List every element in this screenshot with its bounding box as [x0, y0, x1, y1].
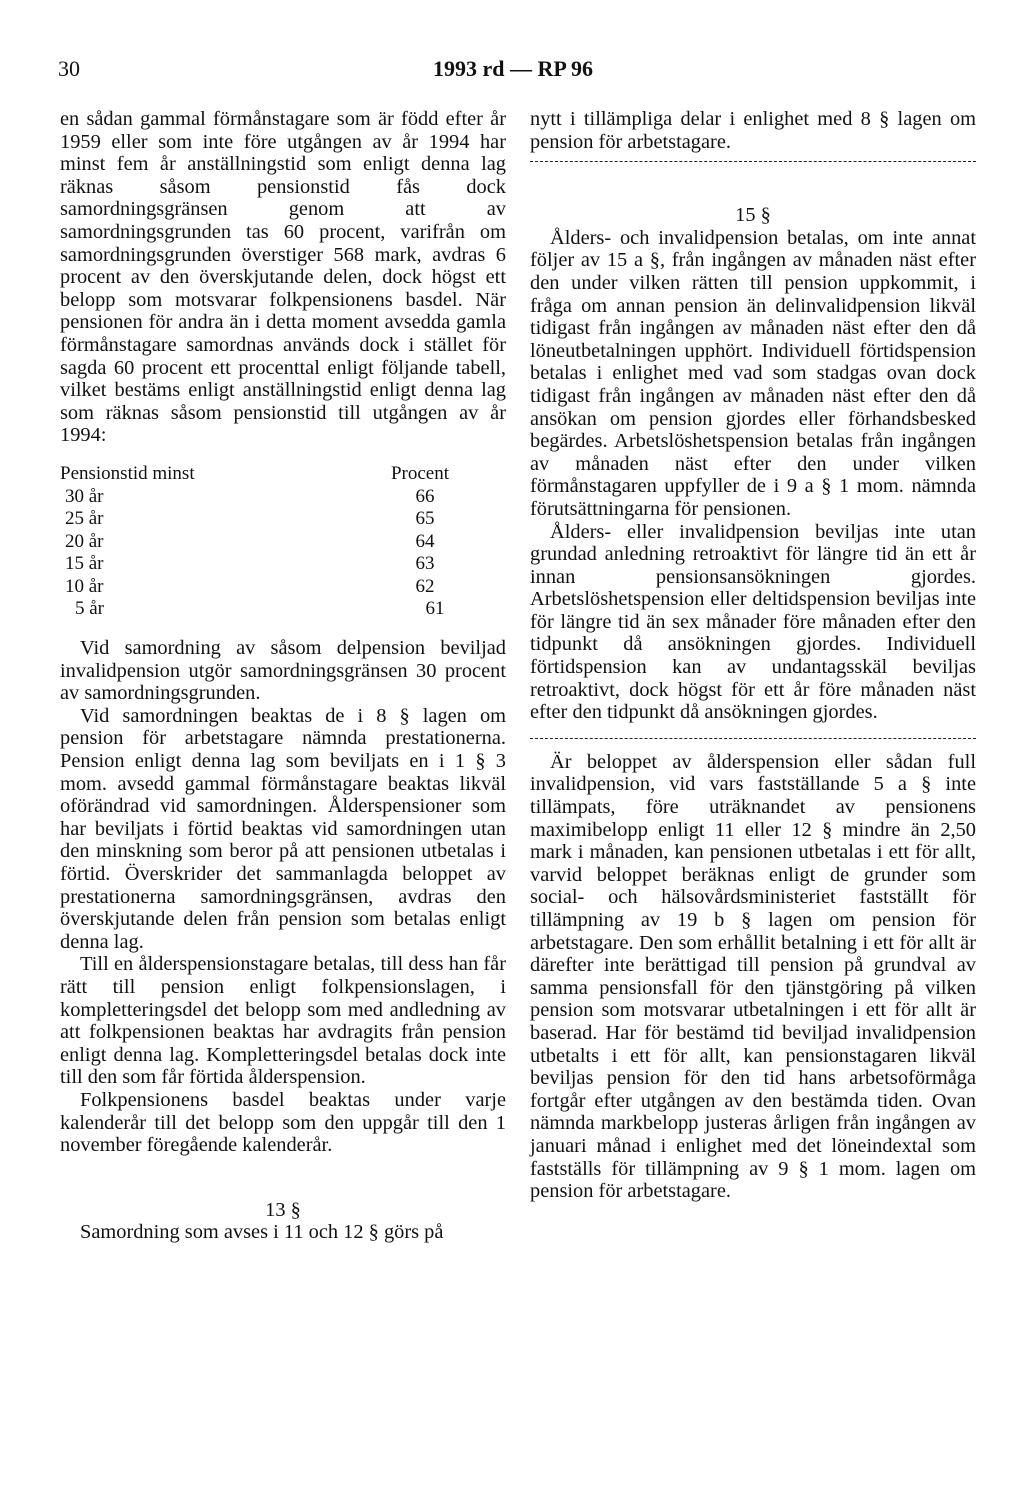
paragraph: Är beloppet av ålderspension eller sådan full invalidpension, vid vars fastställande 5 a § inte tillämpats, före uträknandet av pensionens maximibelopp enligt 11 eller 12 § mindre än 2,50 mark i månaden, kan pensionen utbetalas i ett för allt, varvid beloppet beräknas enligt de grunder som social- och hälsovårdsministeriet fastställt för tillämpning av 19 b § lagen om pension för arbetstagare. Den som erhållit betalning i ett för allt är därefter inte berättigad till pension på grundval av samma pensionsfall för den tjänstgöring på vilken pension som motsvarar utbetalningen i ett för allt är baserad. Har för bestämd tid beviljad invalidpension utbetalts i ett för allt, kan pensionstagaren likväl beviljas pension för den tid hans arbetsoförmåga fortgår efter utgången av den bestämda tiden. Ovan nämnda markbelopp justeras årligen från ingången av januari månad i enlighet med det löneindextal som fastställs för tillämpning av 9 § 1 mom. lagen om pension för arbetstagare. [530, 750, 976, 1203]
running-title: 1993 rd — RP 96 [432, 56, 594, 81]
table-cell: 5 år [75, 598, 105, 620]
table-cell: 64 [415, 530, 435, 552]
table-cell: 20 år [65, 530, 104, 552]
table-cell: 62 [415, 575, 435, 597]
table-row [60, 508, 506, 531]
table-cell: 25 år [65, 508, 104, 530]
table-cell: 15 år [65, 553, 104, 575]
table-header-cell: Procent [390, 462, 450, 484]
section-heading: 13 § [265, 1198, 301, 1221]
paragraph: Ålders- eller invalidpension beviljas inte utan grundad anledning retroaktivt för längre tid än ett år innan pensionsansökningen gjordes. Arbetslöshetspension eller deltidspension beviljas inte för längre tid än sex månader före månaden efter den tidpunkt då ansökningen gjordes. Individuell förtidspension kan av undantagsskäl beviljas retroaktivt, dock högst för ett år före månaden näst efter den tidpunkt då ansökningen gjordes. [530, 520, 976, 724]
page-header [58, 56, 968, 86]
paragraph: Vid samordningen beaktas de i 8 § lagen om pension för arbetstagare nämnda prestationerna. Pension enligt denna lag som beviljats en i 1 § 3 mom. avsedd gammal förmånstagare beaktas likväl oförändrad vid samordningen. Ålderspensioner som har beviljats i förtid beaktas vid samordningen utan den minskning som beror på att pensionen utbetalas i förtid. Överskrider det sammanlagda beloppet av prestationerna samordningsgränsen, avdras den överskjutande delen från pension som betalas enligt denna lag. [60, 704, 506, 953]
table-cell: 10 år [65, 575, 104, 597]
table-header-cell: Pensionstid minst [60, 462, 195, 484]
table-row [60, 553, 506, 576]
table-cell: 66 [415, 485, 435, 507]
table-cell: 65 [415, 508, 435, 530]
table-row [60, 486, 506, 509]
page-number: 30 [58, 56, 80, 81]
left-column [60, 108, 506, 1244]
paragraph: nytt i tillämpliga delar i enlighet med 8 § lagen om pension för arbetstagare. [530, 108, 976, 153]
table-row [60, 531, 506, 554]
table-row [60, 598, 506, 621]
table-header-row [60, 463, 506, 486]
omission-rule [530, 738, 976, 739]
paragraph: Ålders- och invalidpension betalas, om inte annat följer av 15 a §, från ingången av månaden näst efter den under vilken rätten till pension uppkommit, i fråga om annan pension än delinvalidpension likväl tidigast från ingången av månaden näst efter den då löneutbetalningen upphört. Individuell förtidspension betalas i enlighet med vad som stadgas ovan dock tidigast från ingången av månaden näst efter den då ansökan om pension gjordes eller förhandsbesked begärdes. Arbetslöshetspension betalas från ingången av månaden näst efter den under vilken förmånstagaren uppfyller de i 9 a § 1 mom. nämnda förutsättningarna för pensionen. [530, 226, 976, 520]
paragraph: Folkpensionens basdel beaktas under varje kalenderår till det belopp som den uppgår till den 1 november föregående kalenderår. [60, 1088, 506, 1157]
paragraph: Till en ålderspensionstagare betalas, till dess han får rätt till pension enligt folkpensionslagen, i kompletteringsdel det belopp som med andledning av att folkpensionen beaktas har avdragits från pension enligt denna lag. Kompletteringsdel betalas dock inte till den som får förtida ålderspension. [60, 953, 506, 1089]
table-row [60, 576, 506, 599]
section-heading: 15 § [735, 204, 771, 227]
paragraph: Vid samordning av såsom delpension beviljad invalidpension utgör samordningsgränsen 30 procent av samordningsgrunden. [60, 637, 506, 705]
table-cell: 30 år [65, 485, 104, 507]
table-cell: 63 [415, 553, 435, 575]
paragraph: Samordning som avses i 11 och 12 § görs på [80, 1221, 444, 1244]
pension-table [60, 463, 506, 621]
paragraph: en sådan gammal förmånstagare som är född efter år 1959 eller som inte före utgången av år 1994 har minst fem år anställningstid som enligt denna lag räknas såsom pensionstid fås dock samordningsgränsen genom att av samordningsgrunden tas 60 procent, varifrån om samordningsgrunden överstiger 568 mark, avdras 6 procent av den överskjutande delen, dock högst ett belopp som motsvarar folkpensionens basdel. När pensionen för andra än i detta moment avsedda gamla förmånstagare samordnas används dock i stället för sagda 60 procent ett procenttal enligt följande tabell, vilket bestäms enligt anställningstid enligt denna lag som räknas såsom pensionstid till utgången av år 1994: [60, 108, 506, 447]
omission-rule [530, 161, 976, 162]
table-cell: 61 [425, 598, 445, 620]
right-column [530, 108, 976, 1203]
